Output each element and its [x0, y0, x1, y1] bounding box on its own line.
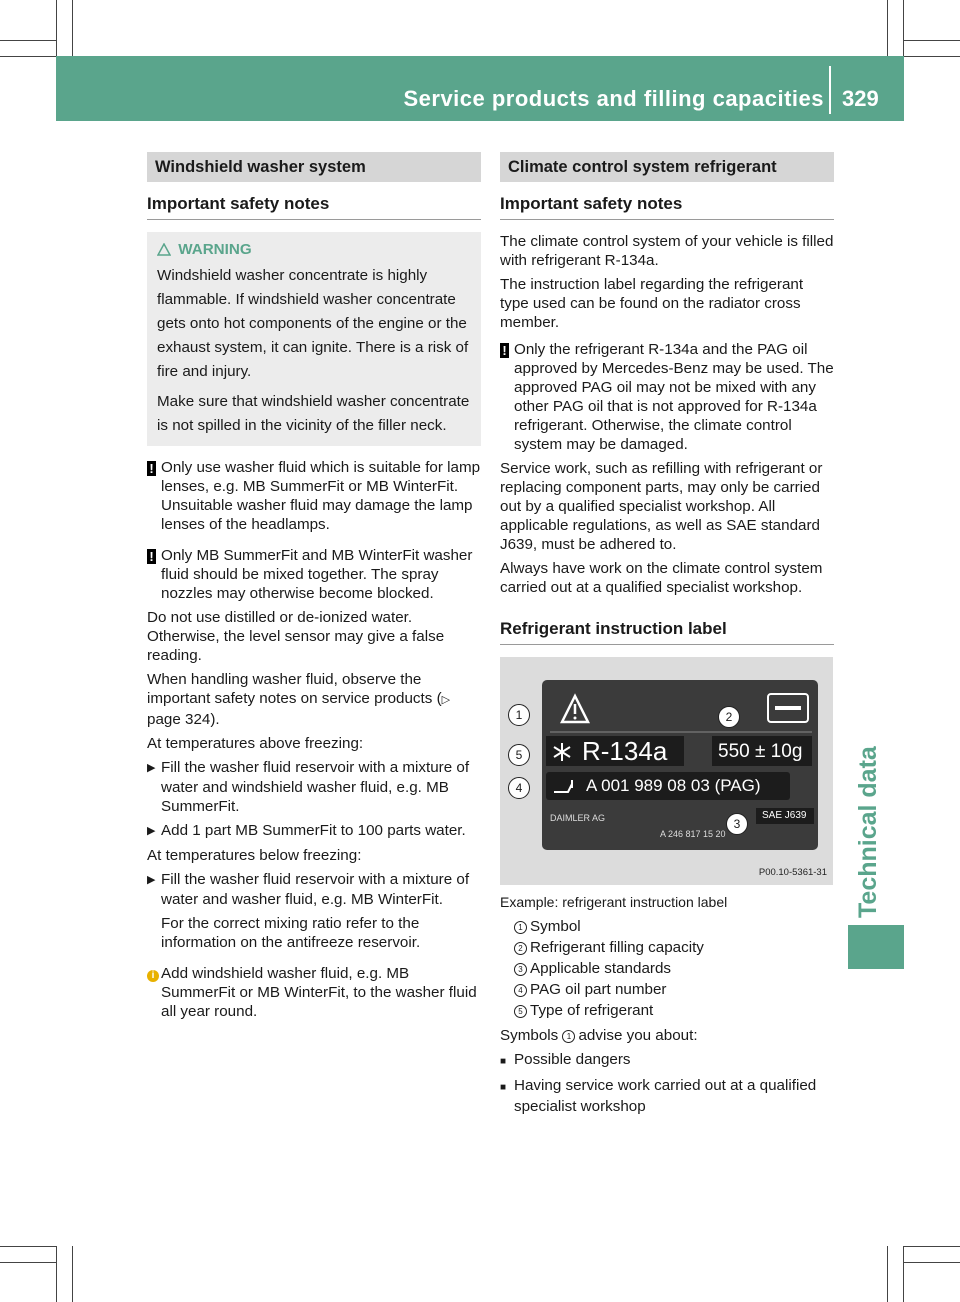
label-number: A 246 817 15 20 — [660, 829, 726, 839]
side-tab-block — [848, 925, 904, 969]
exclamation-icon: ! — [147, 549, 156, 564]
step — [147, 870, 481, 909]
callout-1: 1 — [508, 704, 530, 726]
section-heading: Climate control system refrigerant — [500, 152, 834, 182]
page-number: 329 — [842, 86, 879, 111]
legend-item — [500, 959, 834, 978]
paragraph-text: When handling washer fluid, observe the important safety notes on service products — [147, 671, 433, 707]
caution-note — [147, 458, 481, 534]
step-arrow-icon: ▶ — [147, 874, 156, 886]
subheading: Important safety notes — [147, 194, 481, 220]
left-column — [147, 152, 481, 1026]
manual-wrench-icon — [768, 694, 808, 722]
paragraph: At temperatures below freezing: — [147, 847, 362, 864]
legend-text: Applicable standards — [530, 960, 671, 977]
figure-caption: Example: refrigerant instruction label — [500, 894, 728, 910]
side-tab-label: Technical data — [854, 746, 882, 918]
warning-title: WARNING — [178, 241, 252, 258]
callout-4: 4 — [508, 777, 530, 799]
exclamation-icon: ! — [147, 461, 156, 476]
callout-icon: 5 — [514, 1005, 527, 1018]
crop-mark — [56, 1246, 57, 1302]
note-text: Only MB SummerFit and MB WinterFit washer fluid should be mixed together. The spray nozzles may otherwise become blocked. — [161, 547, 473, 602]
refrigerant-label-figure — [500, 657, 833, 885]
caution-note — [147, 546, 481, 603]
section-heading: Windshield washer system — [147, 152, 481, 182]
legend-text: Symbol — [530, 918, 581, 935]
step-text: Add 1 part MB SummerFit to 100 parts water. — [161, 822, 466, 839]
subheading: Important safety notes — [500, 194, 834, 220]
header-divider — [829, 66, 831, 114]
instruction-label — [542, 680, 818, 850]
crop-mark — [72, 0, 73, 56]
crop-mark — [904, 56, 960, 57]
legend-text: Refrigerant filling capacity — [530, 939, 704, 956]
paragraph-text: advise you about: — [578, 1027, 698, 1044]
warning-triangle-icon — [562, 696, 588, 722]
info-icon: i — [147, 970, 159, 982]
callout-icon: 3 — [514, 963, 527, 976]
crop-mark — [903, 1246, 904, 1302]
paragraph: The climate control system of your vehicle is filled with refrigerant R-134a. — [500, 233, 834, 269]
crop-mark — [0, 40, 56, 41]
paragraph: Do not use distilled or de-ionized water. Otherwise, the level sensor may give a false reading. — [147, 609, 445, 664]
paragraph: The instruction label regarding the refrigerant type used can be found on the radiator cross member. — [500, 276, 804, 331]
figure-id: P00.10-5361-31 — [758, 867, 827, 878]
callout-icon: 4 — [514, 984, 527, 997]
bullet-text: Possible dangers — [514, 1051, 631, 1068]
legend-text: Type of refrigerant — [530, 1002, 654, 1019]
bullet-text: Having service work carried out at a qualified specialist workshop — [514, 1077, 817, 1115]
bullet-icon: ■ — [500, 1056, 507, 1067]
crop-mark — [904, 40, 960, 41]
crop-mark — [72, 1246, 73, 1302]
crop-mark — [887, 1246, 888, 1302]
note-text: Only the refrigerant R-134a and the PAG oil approved by Mercedes-Benz may be used. The approved PAG oil may not be mixed with any other PAG oil that is not approved for R-134a refrigerant. Otherwise, the climate control system may be damaged. — [514, 341, 834, 453]
page-reference[interactable]: page 324). — [147, 711, 220, 728]
legend-item — [500, 938, 834, 957]
legend-item — [500, 980, 834, 999]
paragraph: At temperatures above freezing: — [147, 735, 364, 752]
crop-mark — [903, 0, 904, 56]
note-text: Only use washer fluid which is suitable for lamp lenses, e.g. MB SummerFit or MB WinterFit. Unsuitable washer fluid may damage the lamp lenses of the headlamps. — [161, 459, 481, 533]
bullet-item — [500, 1050, 834, 1071]
legend-item — [500, 917, 834, 936]
paragraph: Always have work on the climate control system carried out at a qualified specialist workshop. — [500, 560, 823, 596]
paragraph-text: Symbols — [500, 1027, 559, 1044]
warning-text: Make sure that windshield washer concentrate is not spilled in the vicinity of the filler neck. — [157, 393, 470, 434]
legend-item — [500, 1001, 834, 1020]
page-ref-arrow-icon: ▷ — [441, 694, 451, 706]
bullet-icon: ■ — [500, 1082, 507, 1093]
page-title: Service products and filling capacities — [403, 86, 824, 111]
callout-3: 3 — [726, 813, 748, 835]
manufacturer: DAIMLER AG — [550, 813, 606, 823]
paragraph — [500, 1026, 834, 1045]
exclamation-icon: ! — [500, 343, 509, 358]
warning-box — [147, 232, 481, 446]
warning-triangle-icon — [157, 240, 171, 264]
callout-icon: 1 — [562, 1030, 575, 1043]
callout-2: 2 — [718, 706, 740, 728]
callout-icon: 1 — [514, 921, 527, 934]
applicable-standard: SAE J639 — [762, 810, 807, 821]
subheading: Refrigerant instruction label — [500, 619, 834, 645]
crop-mark — [904, 1246, 960, 1247]
paragraph: When handling washer fluid, observe the important safety notes on service products (▷ page 324). — [147, 671, 451, 728]
caution-note — [500, 340, 834, 454]
step — [147, 821, 481, 841]
step-arrow-icon: ▶ — [147, 825, 156, 837]
step-arrow-icon: ▶ — [147, 762, 156, 774]
info-note — [147, 964, 481, 1021]
crop-mark — [0, 1246, 56, 1247]
crop-mark — [56, 0, 57, 56]
pag-oil-part-number: A 001 989 08 03 (PAG) — [586, 776, 761, 795]
paragraph: Service work, such as refilling with refrigerant or replacing component parts, may only be carried out by a qualified specialist workshop. All applicable regulations, as well as SAE standard J639, must be adhered to. — [500, 460, 823, 553]
refrigerant-type: R-134a — [582, 736, 668, 766]
info-text: Add windshield washer fluid, e.g. MB SummerFit or MB WinterFit, to the washer fluid all year round. — [161, 965, 477, 1020]
crop-mark — [904, 1262, 960, 1263]
right-column — [500, 152, 834, 1121]
legend-text: PAG oil part number — [530, 981, 667, 998]
crop-mark — [0, 56, 56, 57]
bullet-item — [500, 1076, 834, 1116]
callout-5: 5 — [508, 744, 530, 766]
crop-mark — [0, 1262, 56, 1263]
step-text: Fill the washer fluid reservoir with a mixture of water and washer fluid, e.g. MB WinterFit. — [161, 871, 470, 908]
step — [147, 758, 481, 816]
figure-legend — [500, 917, 834, 1020]
step-text: Fill the washer fluid reservoir with a mixture of water and windshield washer fluid, e.g. MB SummerFit. — [161, 759, 470, 815]
step-note: For the correct mixing ratio refer to the information on the antifreeze reservoir. — [161, 915, 421, 951]
warning-text: Windshield washer concentrate is highly flammable. If windshield washer concentrate gets onto hot components of the engine or the exhaust system, it can ignite. There is a risk of fire and injury. — [157, 267, 469, 380]
callout-icon: 2 — [514, 942, 527, 955]
crop-mark — [887, 0, 888, 56]
refrigerant-capacity: 550 ± 10g — [718, 741, 803, 762]
